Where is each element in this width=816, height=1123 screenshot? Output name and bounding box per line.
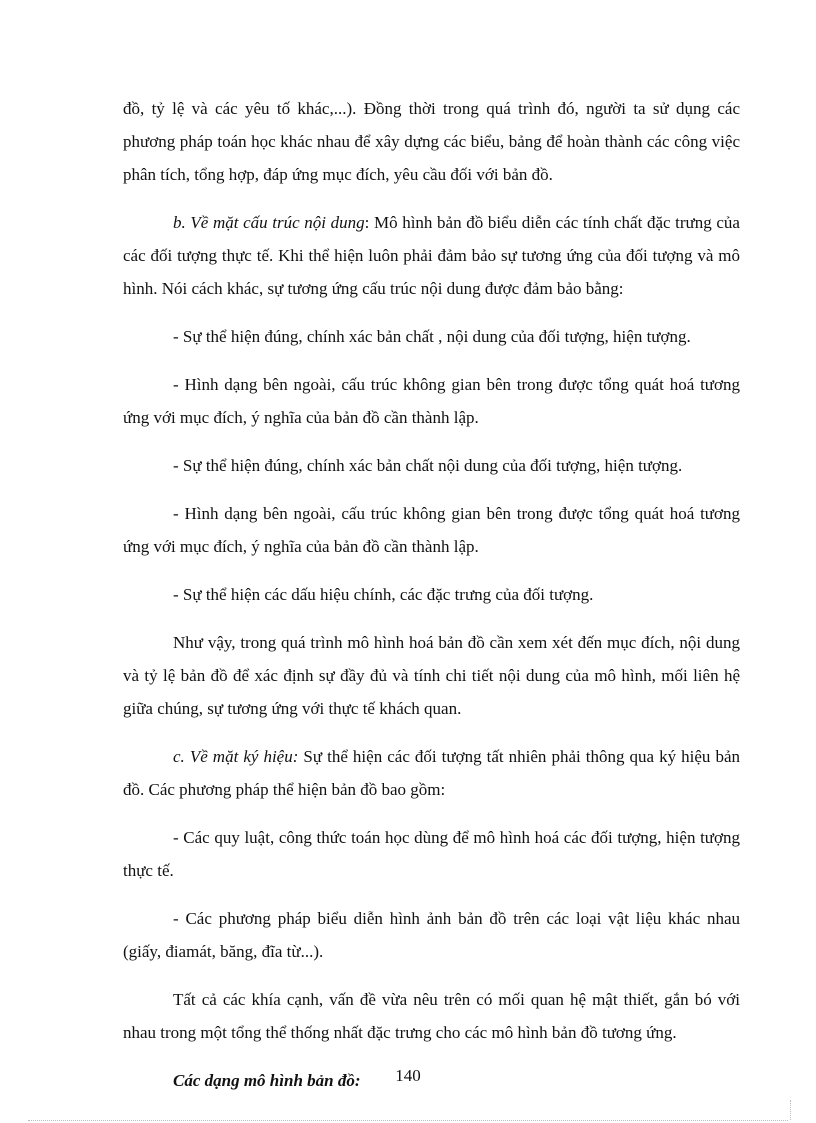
paragraph-conclusion: Tất cả các khía cạnh, vấn đề vừa nêu trên có mối quan hệ mật thiết, gắn bó với nhau trong một tổng thể thống nhất đặc trưng cho các mô hình bản đồ tương ứng. [123,990,740,1042]
bullet-item: - Hình dạng bên ngoài, cấu trúc không gian bên trong được tổng quát hoá tương ứng với mục đích, ý nghĩa của bản đồ cần thành lập. [123,504,740,556]
bullet-item: - Hình dạng bên ngoài, cấu trúc không gian bên trong được tổng quát hoá tương ứng với mục đích, ý nghĩa của bản đồ cần thành lập. [123,375,740,427]
section-heading: Các dạng mô hình bản đồ: [173,1071,361,1090]
paragraph-summary: Như vậy, trong quá trình mô hình hoá bản đồ cần xem xét đến mục đích, nội dung và tỷ lệ bản đồ để xác định sự đầy đủ và tính chi tiết nội dung của mô hình, mối liên hệ giữa chúng, sự tương ứng với thực tế khách quan. [123,633,740,718]
bullet-item: - Sự thể hiện các dấu hiệu chính, các đặc trưng của đối tượng. [173,585,594,604]
lead-label-c: c. Về mặt ký hiệu: [173,747,299,766]
paragraph-structure-content [123,206,740,305]
paragraph-body: : Mô hình bản đồ biểu diễn các tính chất đặc trưng của các đối tượng thực tế. Khi thể hiện luôn phải đảm bảo sự tương ứng của đối tượng và mô hình. Nói cách khác, sự tương ứng cấu trúc nội dung được đảm bảo bằng: [123,213,740,298]
bullet-item: - Sự thể hiện đúng, chính xác bản chất nội dung của đối tượng, hiện tượng. [173,456,683,475]
bullet-item: - Các quy luật, công thức toán học dùng để mô hình hoá các đối tượng, hiện tượng thực tế. [123,828,740,880]
bullet-item: - Các phương pháp biểu diễn hình ảnh bản đồ trên các loại vật liệu khác nhau (giấy, điamát, băng, đĩa từ...). [123,909,740,961]
paragraph-symbols [123,740,740,806]
page-number: 140 [395,1066,421,1085]
page-body [123,92,740,1097]
page-border-divider [28,1120,788,1121]
paragraph-continuation: đồ, tỷ lệ và các yêu tố khác,...). Đồng thời trong quá trình đó, người ta sử dụng các phương pháp toán học khác nhau để xây dựng các biểu, bảng để hoàn thành các công việc phân tích, tổng hợp, đáp ứng mục đích, yêu cầu đối với bản đồ. [123,99,740,184]
paragraph-body: Sự thể hiện các đối tượng tất nhiên phải thông qua ký hiệu bản đồ. Các phương pháp thể hiện bản đồ bao gồm: [123,747,740,799]
bullet-item: - Sự thể hiện đúng, chính xác bản chất , nội dung của đối tượng, hiện tượng. [173,327,691,346]
page-corner-mark [790,1100,792,1120]
lead-label-b: b. Về mặt cấu trúc nội dung [173,213,365,232]
